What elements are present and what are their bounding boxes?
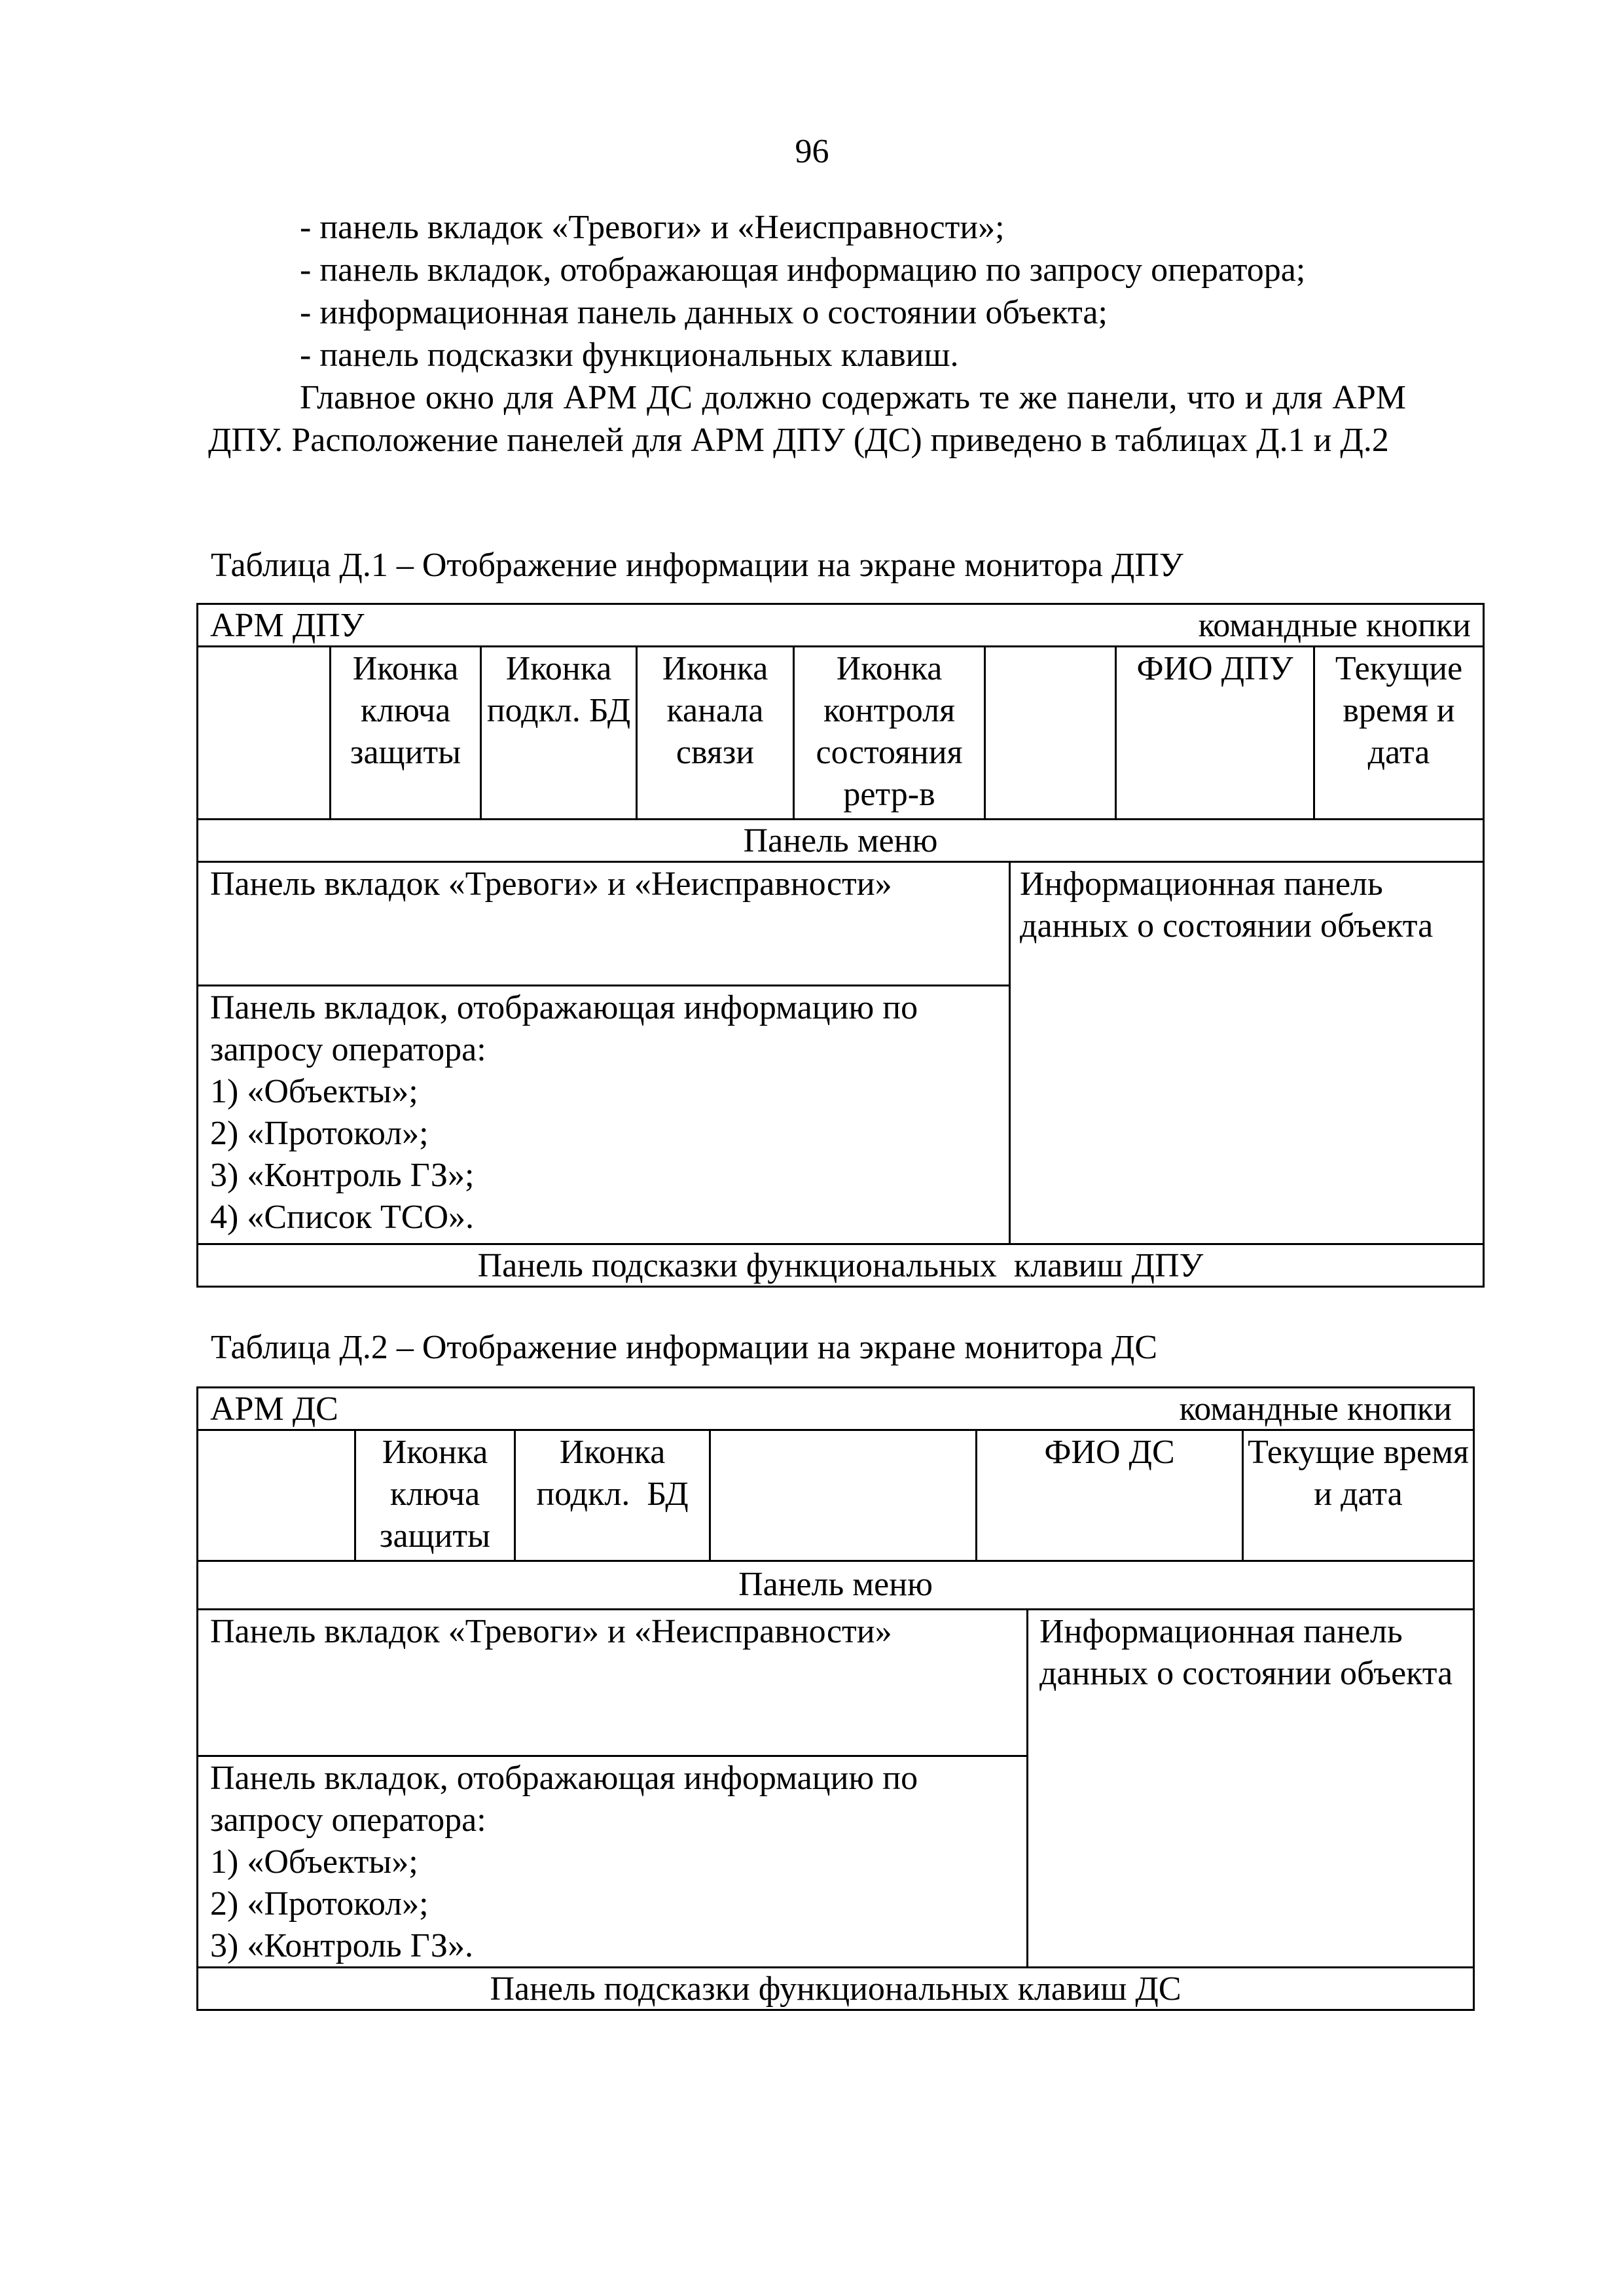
table2-info-panel: Информационная панель данных о состоянии объекта bbox=[1039, 1613, 1453, 1692]
request-panel-title: Панель вкладок, отображающая информацию по запросу оператора: bbox=[210, 989, 918, 1068]
table1-icon-repeaters: Иконка контроля состояния ретр-в bbox=[816, 650, 963, 813]
list-item: 1) «Объекты»; bbox=[210, 1073, 418, 1110]
table2-icon-key: Иконка ключа защиты bbox=[379, 1434, 491, 1555]
table2-hints-panel: Панель подсказки функциональных клавиш ДС bbox=[490, 1970, 1182, 2008]
table1-caption: Таблица Д.1 – Отображение информации на экране монитора ДПУ bbox=[211, 547, 1183, 584]
table1-hints-panel: Панель подсказки функциональных клавиш ДПУ bbox=[477, 1247, 1204, 1284]
table1-datetime: Текущие время и дата bbox=[1335, 650, 1463, 771]
list-item: - панель вкладок «Тревоги» и «Неисправности»; bbox=[300, 209, 1005, 246]
table2-caption: Таблица Д.2 – Отображение информации на экране монитора ДС bbox=[211, 1329, 1158, 1366]
table2-title-right: командные кнопки bbox=[1179, 1390, 1452, 1428]
intro-text bbox=[208, 206, 1406, 461]
list-item: - информационная панель данных о состоянии объекта; bbox=[300, 294, 1108, 331]
list-item: 1) «Объекты»; bbox=[210, 1843, 418, 1881]
page-number: 96 bbox=[795, 133, 829, 170]
table1 bbox=[196, 603, 1485, 1288]
table1-menu-panel: Панель меню bbox=[743, 822, 938, 859]
table1-info-panel: Информационная панель данных о состоянии объекта bbox=[1020, 865, 1434, 945]
intro-paragraph: Главное окно для АРМ ДС должно содержать те же панели, что и для АРМ ДПУ. Расположение панелей для АРМ ДПУ (ДС) приведено в таблицах Д.1 и Д.2 bbox=[208, 379, 1406, 459]
list-item: 2) «Протокол»; bbox=[210, 1115, 429, 1152]
list-item: 4) «Список ТСО». bbox=[210, 1199, 474, 1236]
table1-alarms-panel: Панель вкладок «Тревоги» и «Неисправности» bbox=[210, 865, 892, 903]
list-item: 3) «Контроль ГЗ»; bbox=[210, 1157, 475, 1194]
table2-title-left: АРМ ДС bbox=[210, 1390, 338, 1428]
list-item: 2) «Протокол»; bbox=[210, 1885, 429, 1923]
table2-menu-panel: Панель меню bbox=[738, 1566, 933, 1603]
table1-title-right: командные кнопки bbox=[1198, 607, 1471, 644]
table2 bbox=[196, 1386, 1475, 2011]
list-item: - панель подсказки функциональных клавиш. bbox=[300, 336, 959, 374]
table1-icon-channel: Иконка канала связи bbox=[662, 650, 768, 771]
table2-fio: ФИО ДС bbox=[1044, 1434, 1175, 1471]
list-item: - панель вкладок, отображающая информацию по запросу оператора; bbox=[300, 251, 1306, 289]
list-item: 3) «Контроль ГЗ». bbox=[210, 1927, 473, 1964]
table1-title-left: АРМ ДПУ bbox=[210, 607, 365, 644]
table2-datetime: Текущие время и дата bbox=[1248, 1434, 1469, 1513]
request-panel-title: Панель вкладок, отображающая информацию по запросу оператора: bbox=[210, 1760, 918, 1839]
table2-request-panel bbox=[210, 1758, 1022, 1967]
table1-icon-db: Иконка подкл. БД bbox=[486, 650, 631, 729]
table1-request-panel bbox=[210, 987, 1002, 1238]
table1-icon-key: Иконка ключа защиты bbox=[350, 650, 461, 771]
table1-fio: ФИО ДПУ bbox=[1136, 650, 1293, 687]
table2-alarms-panel: Панель вкладок «Тревоги» и «Неисправности» bbox=[210, 1613, 892, 1650]
table2-icon-db: Иконка подкл. БД bbox=[536, 1434, 689, 1513]
